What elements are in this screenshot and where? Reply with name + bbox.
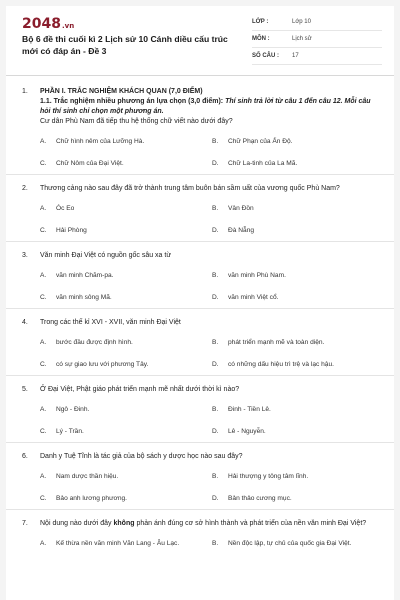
option-key: D. [212,227,219,234]
option-text: Đà Nẵng [228,227,255,234]
question-block-6 [6,443,394,510]
answer-options [40,539,378,548]
question-text: Thương cảng nào sau đây đã trở thành trung tâm buôn bán sầm uất của vương quốc Phù Nam? [40,185,340,192]
option-key: C. [40,495,47,502]
question-number: 6. [22,453,28,460]
option-text: Bảo anh lương phương. [56,495,128,502]
option-key: A. [40,339,47,346]
option-text: văn minh sông Mã. [56,294,112,301]
answer-option[interactable] [212,137,384,146]
meta-key: SỐ CÂU : [252,53,279,59]
question-number: 4. [22,319,28,326]
question-number: 3. [22,252,28,259]
answer-options [40,204,378,235]
option-text: Nền độc lập, tự chủ của quốc gia Đại Việt. [228,540,352,547]
answer-options [40,137,378,168]
question-text: Ở Đại Việt, Phật giáo phát triển mạnh mẽ nhất dưới thời kì nào? [40,386,240,393]
option-key: A. [40,540,47,547]
meta-value: Lớp 10 [292,19,311,25]
option-key: D. [212,361,219,368]
answer-option[interactable] [212,204,384,213]
option-text: văn minh Phù Nam. [228,272,286,279]
answer-option[interactable] [40,137,212,146]
option-text: Chữ La-tinh của La Mã. [228,160,298,167]
option-key: B. [212,205,219,212]
option-key: D. [212,294,219,301]
answer-option[interactable] [40,405,212,414]
question-text: Cư dân Phù Nam đã tiếp thu hệ thống chữ viết nào dưới đây? [40,118,233,125]
answer-option[interactable] [212,159,384,168]
option-text: Nam dược thần hiệu. [56,473,119,480]
answer-option[interactable] [40,159,212,168]
question-block-3 [6,242,394,309]
answer-option[interactable] [212,226,384,235]
answer-option[interactable] [40,204,212,213]
option-key: B. [212,473,219,480]
option-text: Kế thừa nền văn minh Văn Lang - Âu Lạc. [56,540,180,547]
option-text: văn minh Việt cổ. [228,294,279,301]
option-text: Hải thượng y tông tâm lĩnh. [228,473,309,480]
meta-key: MÔN : [252,36,270,42]
option-key: C. [40,294,47,301]
option-key: D. [212,428,219,435]
option-text: có những dấu hiệu trì trệ và lạc hậu. [228,361,334,368]
option-text: Hải Phòng [56,227,87,234]
exam-page [6,6,394,600]
answer-option[interactable] [212,539,384,548]
question-list [6,78,394,554]
answer-option[interactable] [40,271,212,280]
option-text: Chữ hình nêm của Lưỡng Hà. [56,138,145,145]
question-block-2 [6,175,394,242]
option-key: A. [40,272,47,279]
answer-option[interactable] [212,405,384,414]
answer-option[interactable] [212,271,384,280]
answer-option[interactable] [212,472,384,481]
option-key: C. [40,428,47,435]
question-text: Văn minh Đại Việt có nguồn gốc sâu xa từ [40,252,172,259]
question-head [22,87,378,97]
meta-value: Lịch sử [292,36,312,42]
meta-key: LỚP : [252,19,269,25]
logo-suffix: .vn [61,22,75,30]
logo-text: 2048 [22,16,61,32]
question-block-7 [6,510,394,554]
question-number: 7. [22,520,28,527]
option-text: bước đầu được định hình. [56,339,133,346]
option-key: D. [212,495,219,502]
answer-option[interactable] [40,494,212,503]
answer-option[interactable] [212,427,384,436]
option-text: phát triển mạnh mẽ và toàn diện. [228,339,325,346]
question-number: 1. [22,88,28,95]
section-instructions [40,97,378,117]
option-key: B. [212,406,219,413]
option-key: A. [40,406,47,413]
option-key: B. [212,540,219,547]
page-header [6,6,394,76]
option-text: Bản thảo cương mục. [228,495,292,502]
question-block-1 [6,78,394,175]
option-text: Óc Eo [56,205,75,212]
question-text-emphasis: không [113,520,135,527]
question-block-4 [6,309,394,376]
answer-option[interactable] [212,360,384,369]
question-head [22,184,378,194]
option-key: C. [40,227,47,234]
question-head [22,519,378,529]
option-text: Đinh - Tiền Lê. [228,406,271,413]
meta-value: 17 [292,53,299,59]
answer-option[interactable] [40,293,212,302]
question-number: 5. [22,386,28,393]
option-key: D. [212,160,219,167]
question-text: Trong các thế kỉ XVI - XVII, văn minh Đại Việt [40,319,181,326]
answer-option[interactable] [40,360,212,369]
option-key: C. [40,361,47,368]
meta-row-class [252,14,382,31]
answer-options [40,405,378,436]
answer-option[interactable] [212,338,384,347]
meta-row-subject [252,31,382,48]
question-head [22,318,378,328]
option-text: Chữ Phạn của Ấn Độ. [228,138,293,145]
option-text: Lê - Nguyễn. [228,428,266,435]
option-text: văn minh Chăm-pa. [56,272,114,279]
option-key: B. [212,138,219,145]
option-key: B. [212,339,219,346]
question-block-5 [6,376,394,443]
question-text: Danh y Tuệ Tĩnh là tác giả của bộ sách y dược học nào sau đây? [40,453,243,460]
question-text-start: Nội dung nào dưới đây [40,520,114,527]
question-number: 2. [22,185,28,192]
question-head [22,385,378,395]
option-text: Ngô - Đinh. [56,406,90,413]
subsection-instruction: Thí sinh trả lời từ câu 1 đến câu 12. Mỗi câu hỏi thí sinh chỉ chọn một phương án. [40,98,371,115]
answer-options [40,271,378,302]
section-title: PHẦN I. TRẮC NGHIỆM KHÁCH QUAN (7,0 ĐIỂM) [40,88,203,95]
meta-row-count [252,48,382,65]
exam-meta [252,14,382,65]
answer-option[interactable] [40,472,212,481]
answer-option[interactable] [40,539,212,548]
option-key: A. [40,138,47,145]
question-text [40,519,378,529]
page-title: Bộ 6 đề thi cuối kì 2 Lịch sử 10 Cánh diều cấu trúc mới có đáp án - Đề 3 [22,34,228,56]
answer-option[interactable] [212,293,384,302]
answer-options [40,338,378,369]
option-key: A. [40,473,47,480]
option-text: Chữ Nôm của Đại Việt. [56,160,124,167]
option-text: có sự giao lưu với phương Tây. [56,361,149,368]
option-key: C. [40,160,47,167]
question-text-end: phản ánh đúng cơ sở hình thành và phát triển của nền văn minh Đại Việt? [134,520,367,527]
option-text: Vân Đồn [228,205,254,212]
option-key: A. [40,205,47,212]
answer-option[interactable] [212,494,384,503]
option-text: Lý - Trần. [56,428,84,435]
answer-option[interactable] [40,338,212,347]
answer-option[interactable] [40,427,212,436]
answer-options [40,472,378,503]
site-logo[interactable] [22,16,74,32]
option-key: B. [212,272,219,279]
question-head [22,452,378,462]
subsection-title: 1.1. Trắc nghiệm nhiều phương án lựa chọn (3,0 điểm): [40,98,224,105]
answer-option[interactable] [40,226,212,235]
question-head [22,251,378,261]
